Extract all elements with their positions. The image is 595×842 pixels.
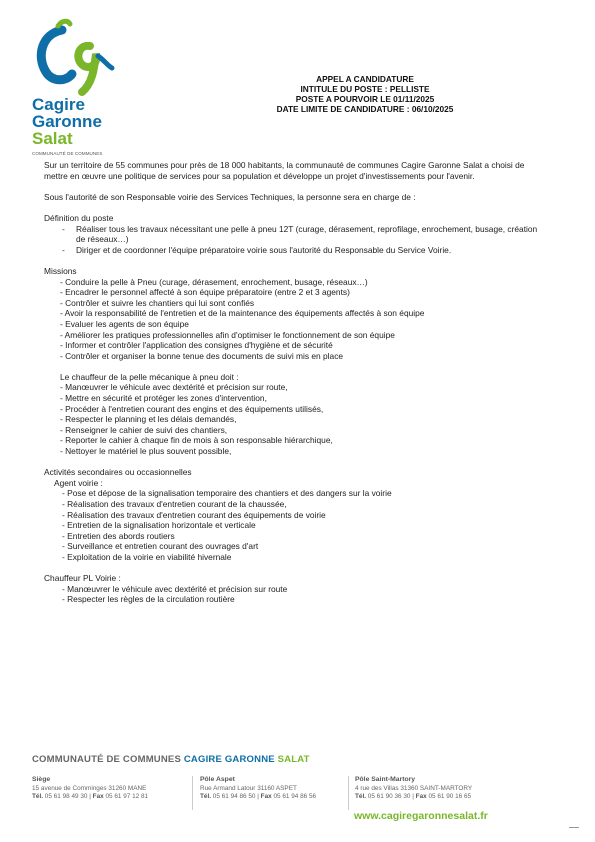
header-title: APPEL A CANDIDATURE — [316, 74, 414, 84]
mission-item: - Informer et contrôler l'application des consignes d'hygiène et de sécurité — [60, 340, 333, 351]
header-deadline: DATE LIMITE DE CANDIDATURE : 06/10/2025 — [276, 104, 454, 114]
agent-item: - Surveillance et entretien courant des ouvrages d'art — [62, 541, 259, 552]
footer-aspet — [200, 776, 316, 802]
aspet-address: Rue Armand Latour 31160 ASPET — [200, 784, 297, 792]
aspet-phones: Tél. 05 61 94 86 50 | Fax 05 61 94 86 56 — [200, 793, 317, 800]
agent-voirie-title: Agent voirie : — [54, 477, 103, 488]
page-footer — [32, 754, 552, 822]
siege-address: 15 avenue de Comminges 31260 MANE — [32, 784, 147, 792]
chauffeur-pl-item: - Manœuvrer le véhicule avec dextérité et précision sur route — [62, 583, 288, 594]
driver-item: - Manœuvrer le véhicule avec dextérité et précision sur route, — [60, 382, 288, 393]
logo-name-line3: Salat — [32, 129, 73, 148]
authority-paragraph: Sous l'autorité de son Responsable voirie des Services Techniques, la personne sera en charge de : — [44, 191, 416, 202]
footer-title — [32, 754, 552, 765]
siege-title: Siège — [32, 776, 51, 783]
footer-divider — [348, 776, 349, 810]
driver-item: - Procéder à l'entretien courant des engins et des équipements utilisés, — [60, 403, 324, 414]
cgs-logo-mark-icon — [32, 16, 118, 98]
footer-title-plain: COMMUNAUTÉ DE COMMUNES — [32, 754, 182, 765]
mission-item: - Contrôler et suivre les chantiers qui lui sont confiés — [60, 297, 255, 308]
mission-item: - Conduire la pelle à Pneu (curage, dérasement, enrochement, busage, réseaux…) — [60, 276, 368, 287]
definition-title: Définition du poste — [44, 212, 114, 223]
agent-item: - Entretien de la signalisation horizontale et verticale — [62, 520, 256, 531]
mission-item: - Encadrer le personnel affecté à son équipe préparatoire (entre 2 et 3 agents) — [60, 287, 350, 298]
martory-title: Pôle Saint-Martory — [355, 776, 416, 783]
driver-item: - Respecter le planning et les délais demandés, — [60, 414, 237, 425]
martory-address: 4 rue des Villas 31360 SAINT-MARTORY — [355, 784, 473, 792]
agent-item: - Pose et dépose de la signalisation temporaire des chantiers et des dangers sur la voirie — [62, 488, 392, 499]
definition-item: - Diriger et de coordonner l'équipe préparatoire voirie sous l'autorité du Responsable du Service Voirie. — [62, 244, 452, 255]
agent-item: - Exploitation de la voirie en viabilité hivernale — [62, 551, 232, 562]
intro-paragraph: Sur un territoire de 55 communes pour près de 18 000 habitants, la communauté de communes Cagire Garonne Salat a choisi de mettre en œuvre une politique de services pour sa population et développe un projet d'investissements pour l'avenir. — [44, 160, 525, 181]
footer-divider — [192, 776, 193, 810]
driver-item: - Mettre en sécurité et protéger les zones d'intervention, — [60, 393, 267, 404]
mission-item: - Contrôler et organiser la bonne tenue des documents de suivi mis en place — [60, 350, 344, 361]
siege-phones: Tél. 05 61 98 49 30 | Fax 05 61 97 12 81 — [32, 793, 149, 800]
header-start-date: POSTE A POURVOIR LE 01/11/2025 — [295, 94, 435, 104]
definition-item: - Réaliser tous les travaux nécessitant une pelle à pneu 12T (curage, dérasement, reprofilage, enrochement, busage, création de réseaux…) — [62, 223, 538, 245]
driver-item: - Nettoyer le matériel le plus souvent possible, — [60, 446, 232, 457]
logo-name-line1: Cagire — [32, 95, 85, 114]
footer-martory — [355, 776, 472, 802]
footer-title-accent2: SALAT — [277, 754, 310, 765]
document-header — [220, 74, 510, 114]
agent-item: - Réalisation des travaux d'entretien courant des équipements de voirie — [62, 509, 326, 520]
mission-item: - Evaluer les agents de son équipe — [60, 318, 189, 329]
aspet-title: Pôle Aspet — [200, 776, 235, 783]
driver-title: Le chauffeur de la pelle mécanique à pneu doit : — [60, 371, 239, 382]
driver-item: - Reporter le cahier à chaque fin de mois à son responsable hiérarchique, — [60, 435, 333, 446]
driver-item: - Renseigner le cahier de suivi des chantiers, — [60, 424, 228, 435]
agent-item: - Entretien des abords routiers — [62, 530, 175, 541]
footer-title-accent1: CAGIRE GARONNE — [183, 754, 275, 765]
secondary-title: Activités secondaires ou occasionnelles — [44, 467, 192, 478]
martory-phones: Tél. 05 61 90 36 30 | Fax 05 61 90 16 65 — [355, 793, 472, 800]
logo-name-line2: Garonne — [32, 112, 102, 131]
mission-item: - Avoir la responsabilité de l'entretien et de la maintenance des équipements affectés à son équipe — [60, 308, 425, 319]
website-link[interactable]: www.cagiregaronnesalat.fr — [354, 810, 488, 822]
header-position: INTITULE DU POSTE : PELLISTE — [300, 84, 430, 94]
logo-wordmark — [32, 96, 102, 147]
chauffeur-pl-title: Chauffeur PL Voirie : — [44, 573, 121, 584]
organization-logo — [30, 16, 130, 156]
chauffeur-pl-item: - Respecter les règles de la circulation routière — [62, 594, 235, 605]
logo-subtitle: COMMUNAUTÉ DE COMMUNES — [32, 151, 103, 156]
page-mark — [569, 827, 579, 828]
missions-title: Missions — [44, 265, 77, 276]
footer-siege — [32, 776, 148, 802]
document-body — [44, 160, 544, 605]
agent-item: - Réalisation des travaux d'entretien courant de la chaussée, — [62, 499, 287, 509]
mission-item: - Améliorer les pratiques professionnelles afin d'optimiser le fonctionnement de son équipe — [60, 329, 395, 340]
